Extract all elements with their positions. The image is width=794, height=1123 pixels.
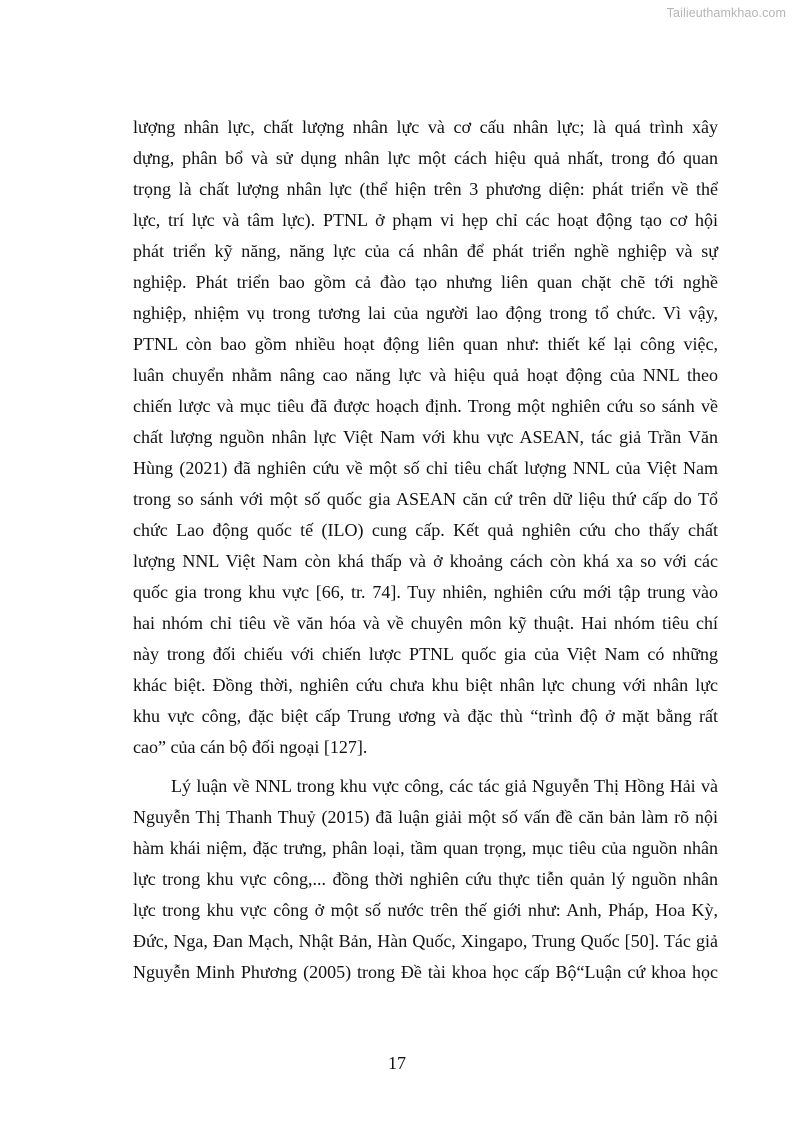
text-line: lực trong khu vực công,... đồng thời nghiên cứu thực tiễn quản lý nguồn nhân — [133, 869, 718, 889]
text-line: dựng, phân bổ và sử dụng nhân lực một cách hiệu quả nhất, trong đó quan — [133, 148, 718, 168]
watermark-text: Tailieuthamkhao.com — [666, 6, 786, 20]
text-line: Hùng (2021) đã nghiên cứu về một số chỉ tiêu chất lượng NNL của Việt Nam — [133, 458, 718, 478]
text-line: cao” của cán bộ đối ngoại [127]. — [133, 737, 368, 757]
text-line: trọng là chất lượng nhân lực (thể hiện trên 3 phương diện: phát triển về thể — [133, 179, 718, 199]
text-line: PTNL còn bao gồm nhiều hoạt động liên quan như: thiết kế lại công việc, — [133, 334, 718, 354]
text-line: lực, trí lực và tâm lực). PTNL ở phạm vi hẹp chỉ các hoạt động tạo cơ hội — [133, 210, 718, 230]
text-line: chức Lao động quốc tế (ILO) cung cấp. Kết quả nghiên cứu cho thấy chất — [133, 520, 718, 540]
text-line: phát triển kỹ năng, năng lực của cá nhân để phát triển nghề nghiệp và sự — [133, 241, 718, 261]
text-line: này trong đối chiếu với chiến lược PTNL quốc gia của Việt Nam có những — [133, 644, 718, 664]
text-line: nghiệp, nhiệm vụ trong tương lai của người lao động trong tổ chức. Vì vậy, — [133, 303, 718, 323]
page-number: 17 — [388, 1053, 406, 1073]
text-line: hai nhóm chỉ tiêu về văn hóa và về chuyên môn kỹ thuật. Hai nhóm tiêu chí — [133, 613, 718, 633]
text-line: lượng NNL Việt Nam còn khá thấp và ở khoảng cách còn khá xa so với các — [133, 551, 718, 571]
text-line: Nguyễn Thị Thanh Thuỷ (2015) đã luận giải một số vấn đề căn bản làm rõ nội — [133, 807, 718, 827]
text-line: Nguyễn Minh Phương (2005) trong Đề tài khoa học cấp Bộ“Luận cứ khoa học — [133, 962, 718, 982]
text-line: lượng nhân lực, chất lượng nhân lực và cơ cấu nhân lực; là quá trình xây — [133, 117, 718, 137]
paragraph-1 — [133, 112, 718, 763]
paragraph-spacer — [133, 763, 718, 771]
text-line: khác biệt. Đồng thời, nghiên cứu chưa khu biệt nhân lực chung với nhân lực — [133, 675, 718, 695]
text-line: quốc gia trong khu vực [66, tr. 74]. Tuy nhiên, nghiên cứu mới tập trung vào — [133, 582, 718, 602]
text-line: chất lượng nguồn nhân lực Việt Nam với khu vực ASEAN, tác giả Trần Văn — [133, 427, 718, 447]
text-line: chiến lược và mục tiêu đã được hoạch định. Trong một nghiên cứu so sánh về — [133, 396, 718, 416]
text-line: luân chuyển nhằm nâng cao năng lực và hiệu quả hoạt động của NNL theo — [133, 365, 718, 385]
text-line: trong so sánh với một số quốc gia ASEAN căn cứ trên dữ liệu thứ cấp do Tổ — [133, 489, 718, 509]
text-line: Đức, Nga, Đan Mạch, Nhật Bản, Hàn Quốc, Xingapo, Trung Quốc [50]. Tác giả — [133, 931, 718, 951]
text-line: khu vực công, đặc biệt cấp Trung ương và đặc thù “trình độ ở mặt bằng rất — [133, 706, 718, 726]
text-line: nghiệp. Phát triển bao gồm cả đào tạo nhưng liên quan chặt chẽ tới nghề — [133, 272, 718, 292]
text-line: lực trong khu vực công ở một số nước trên thế giới như: Anh, Pháp, Hoa Kỳ, — [133, 900, 718, 920]
document-body — [133, 112, 718, 988]
text-line: hàm khái niệm, đặc trưng, phân loại, tầm quan trọng, mục tiêu của nguồn nhân — [133, 838, 718, 858]
text-line: Lý luận về NNL trong khu vực công, các tác giả Nguyễn Thị Hồng Hải và — [171, 776, 718, 796]
paragraph-2 — [133, 771, 718, 988]
